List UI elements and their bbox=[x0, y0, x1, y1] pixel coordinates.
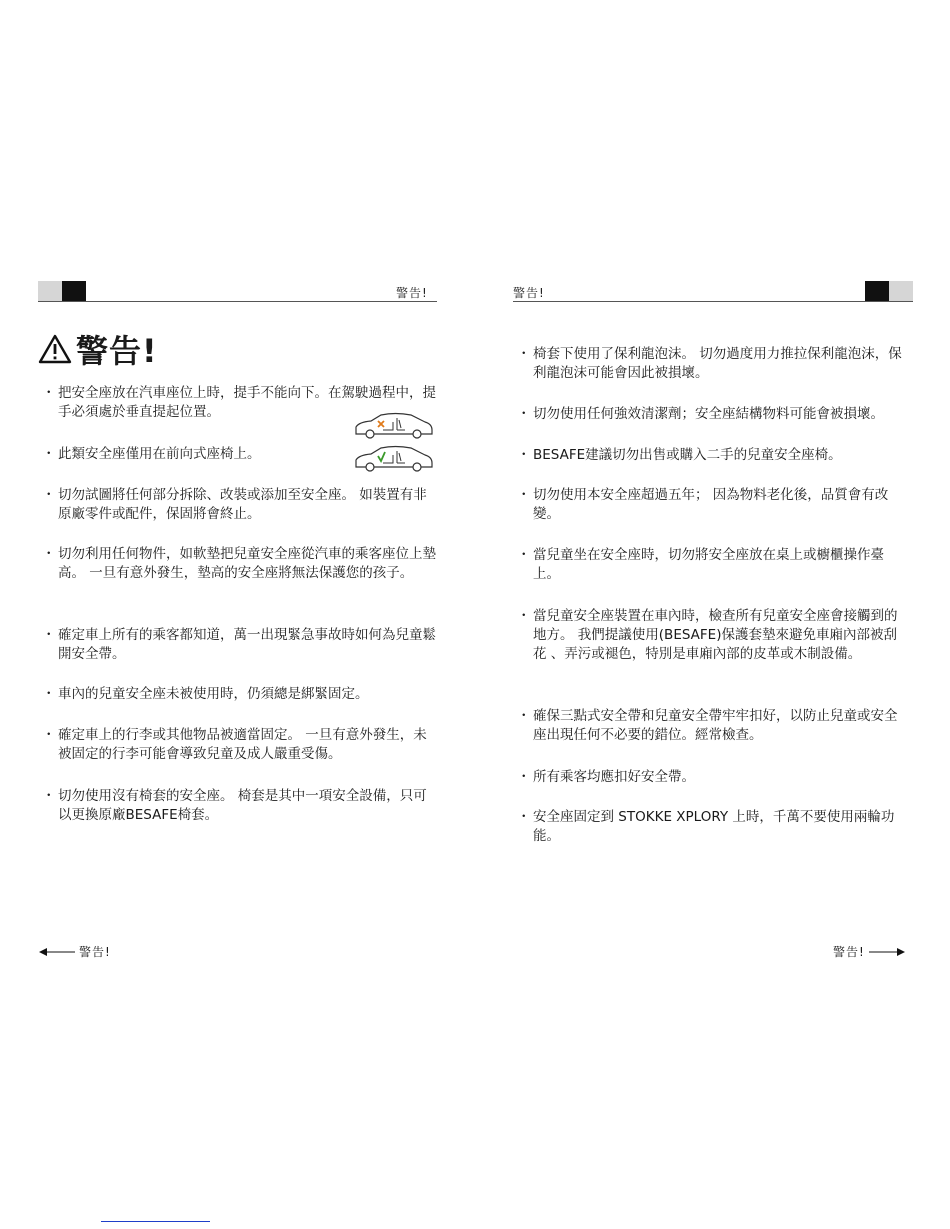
list-item: ・ 把安全座放在汽車座位上時，提手不能向下。在駕駛過程中，提手必須處於垂直提起位置。 bbox=[42, 385, 436, 420]
list-item: ・ 當兒童安全座裝置在車內時，檢查所有兒童安全座會接觸到的地方。 我們提議使用(BESAFE)保護套墊來避免車廂內部被刮花 、弄污或褪色，特別是車廂內部的皮革或木制設備。 bbox=[517, 608, 898, 662]
header-rule bbox=[513, 301, 913, 302]
footer-label: 警告! bbox=[79, 945, 111, 959]
list-item: ・ 椅套下使用了保利龍泡沫。 切勿過度用力推拉保利龍泡沫，保利龍泡沫可能會因此被損壞。 bbox=[517, 346, 902, 381]
list-item: ・ 此類安全座僅用在前向式座椅上。 bbox=[42, 446, 261, 462]
footer-label: 警告! bbox=[833, 945, 865, 959]
list-item: ・ 確定車上所有的乘客都知道，萬一出現緊急事故時如何為兒童鬆開安全帶。 bbox=[42, 627, 436, 662]
list-item: ・ 切勿使用沒有椅套的安全座。 椅套是其中一項安全設備，只可以更換原廠BESAFE椅套。 bbox=[42, 788, 427, 823]
right-page bbox=[475, 0, 950, 1229]
list-item: ・ 所有乘客均應扣好安全帶。 bbox=[517, 769, 695, 785]
list-item: ・ 車內的兒童安全座未被使用時，仍須總是綁緊固定。 bbox=[42, 686, 369, 702]
list-item: ・ 當兒童坐在安全座時，切勿將安全座放在桌上或櫥櫃操作臺上。 bbox=[517, 547, 884, 582]
list-item: ・ BESAFE建議切勿出售或購入二手的兒童安全座椅。 bbox=[517, 447, 842, 463]
page-title bbox=[38, 326, 158, 372]
header-black-tab bbox=[865, 281, 889, 301]
header-label: 警告! bbox=[396, 286, 428, 300]
forward-facing-car-check-icon bbox=[353, 445, 435, 473]
link-underline[interactable] bbox=[101, 1221, 210, 1222]
list-item: ・ 確定車上的行李或其他物品被適當固定。 一旦有意外發生，未被固定的行李可能會導致兒童及成人嚴重受傷。 bbox=[42, 727, 427, 762]
list-item: ・ 切勿使用任何強效清潔劑；安全座結構物料可能會被損壞。 bbox=[517, 406, 884, 422]
list-item: ・ 切勿使用本安全座超過五年； 因為物料老化後，品質會有改變。 bbox=[517, 487, 889, 522]
header-black-tab bbox=[62, 281, 86, 301]
arrow-left-icon bbox=[38, 947, 76, 957]
list-item: ・ 安全座固定到 STOKKE XPLORY 上時，千萬不要使用兩輪功能。 bbox=[517, 809, 895, 844]
footer-prev[interactable] bbox=[38, 943, 111, 960]
header-label: 警告! bbox=[513, 286, 545, 300]
footer-next[interactable] bbox=[833, 943, 906, 960]
list-item: ・ 切勿利用任何物件，如軟墊把兒童安全座從汽車的乘客座位上墊高。 一旦有意外發生，墊高的安全座將無法保護您的孩子。 bbox=[42, 546, 436, 581]
header-rule bbox=[38, 301, 437, 302]
header-gray-tab bbox=[889, 281, 913, 301]
list-item: ・ 確保三點式安全帶和兒童安全帶牢牢扣好，以防止兒童或安全座出現任何不必要的錯位。經常檢查。 bbox=[517, 708, 898, 743]
arrow-right-icon bbox=[868, 947, 906, 957]
warning-triangle-icon bbox=[38, 334, 72, 364]
title-text: 警告! bbox=[76, 332, 158, 370]
list-item: ・ 切勿試圖將任何部分拆除、改裝或添加至安全座。 如裝置有非原廠零件或配件，保固將會終止。 bbox=[42, 487, 427, 522]
header-gray-tab bbox=[38, 281, 62, 301]
rear-facing-car-cross-icon bbox=[353, 412, 435, 440]
